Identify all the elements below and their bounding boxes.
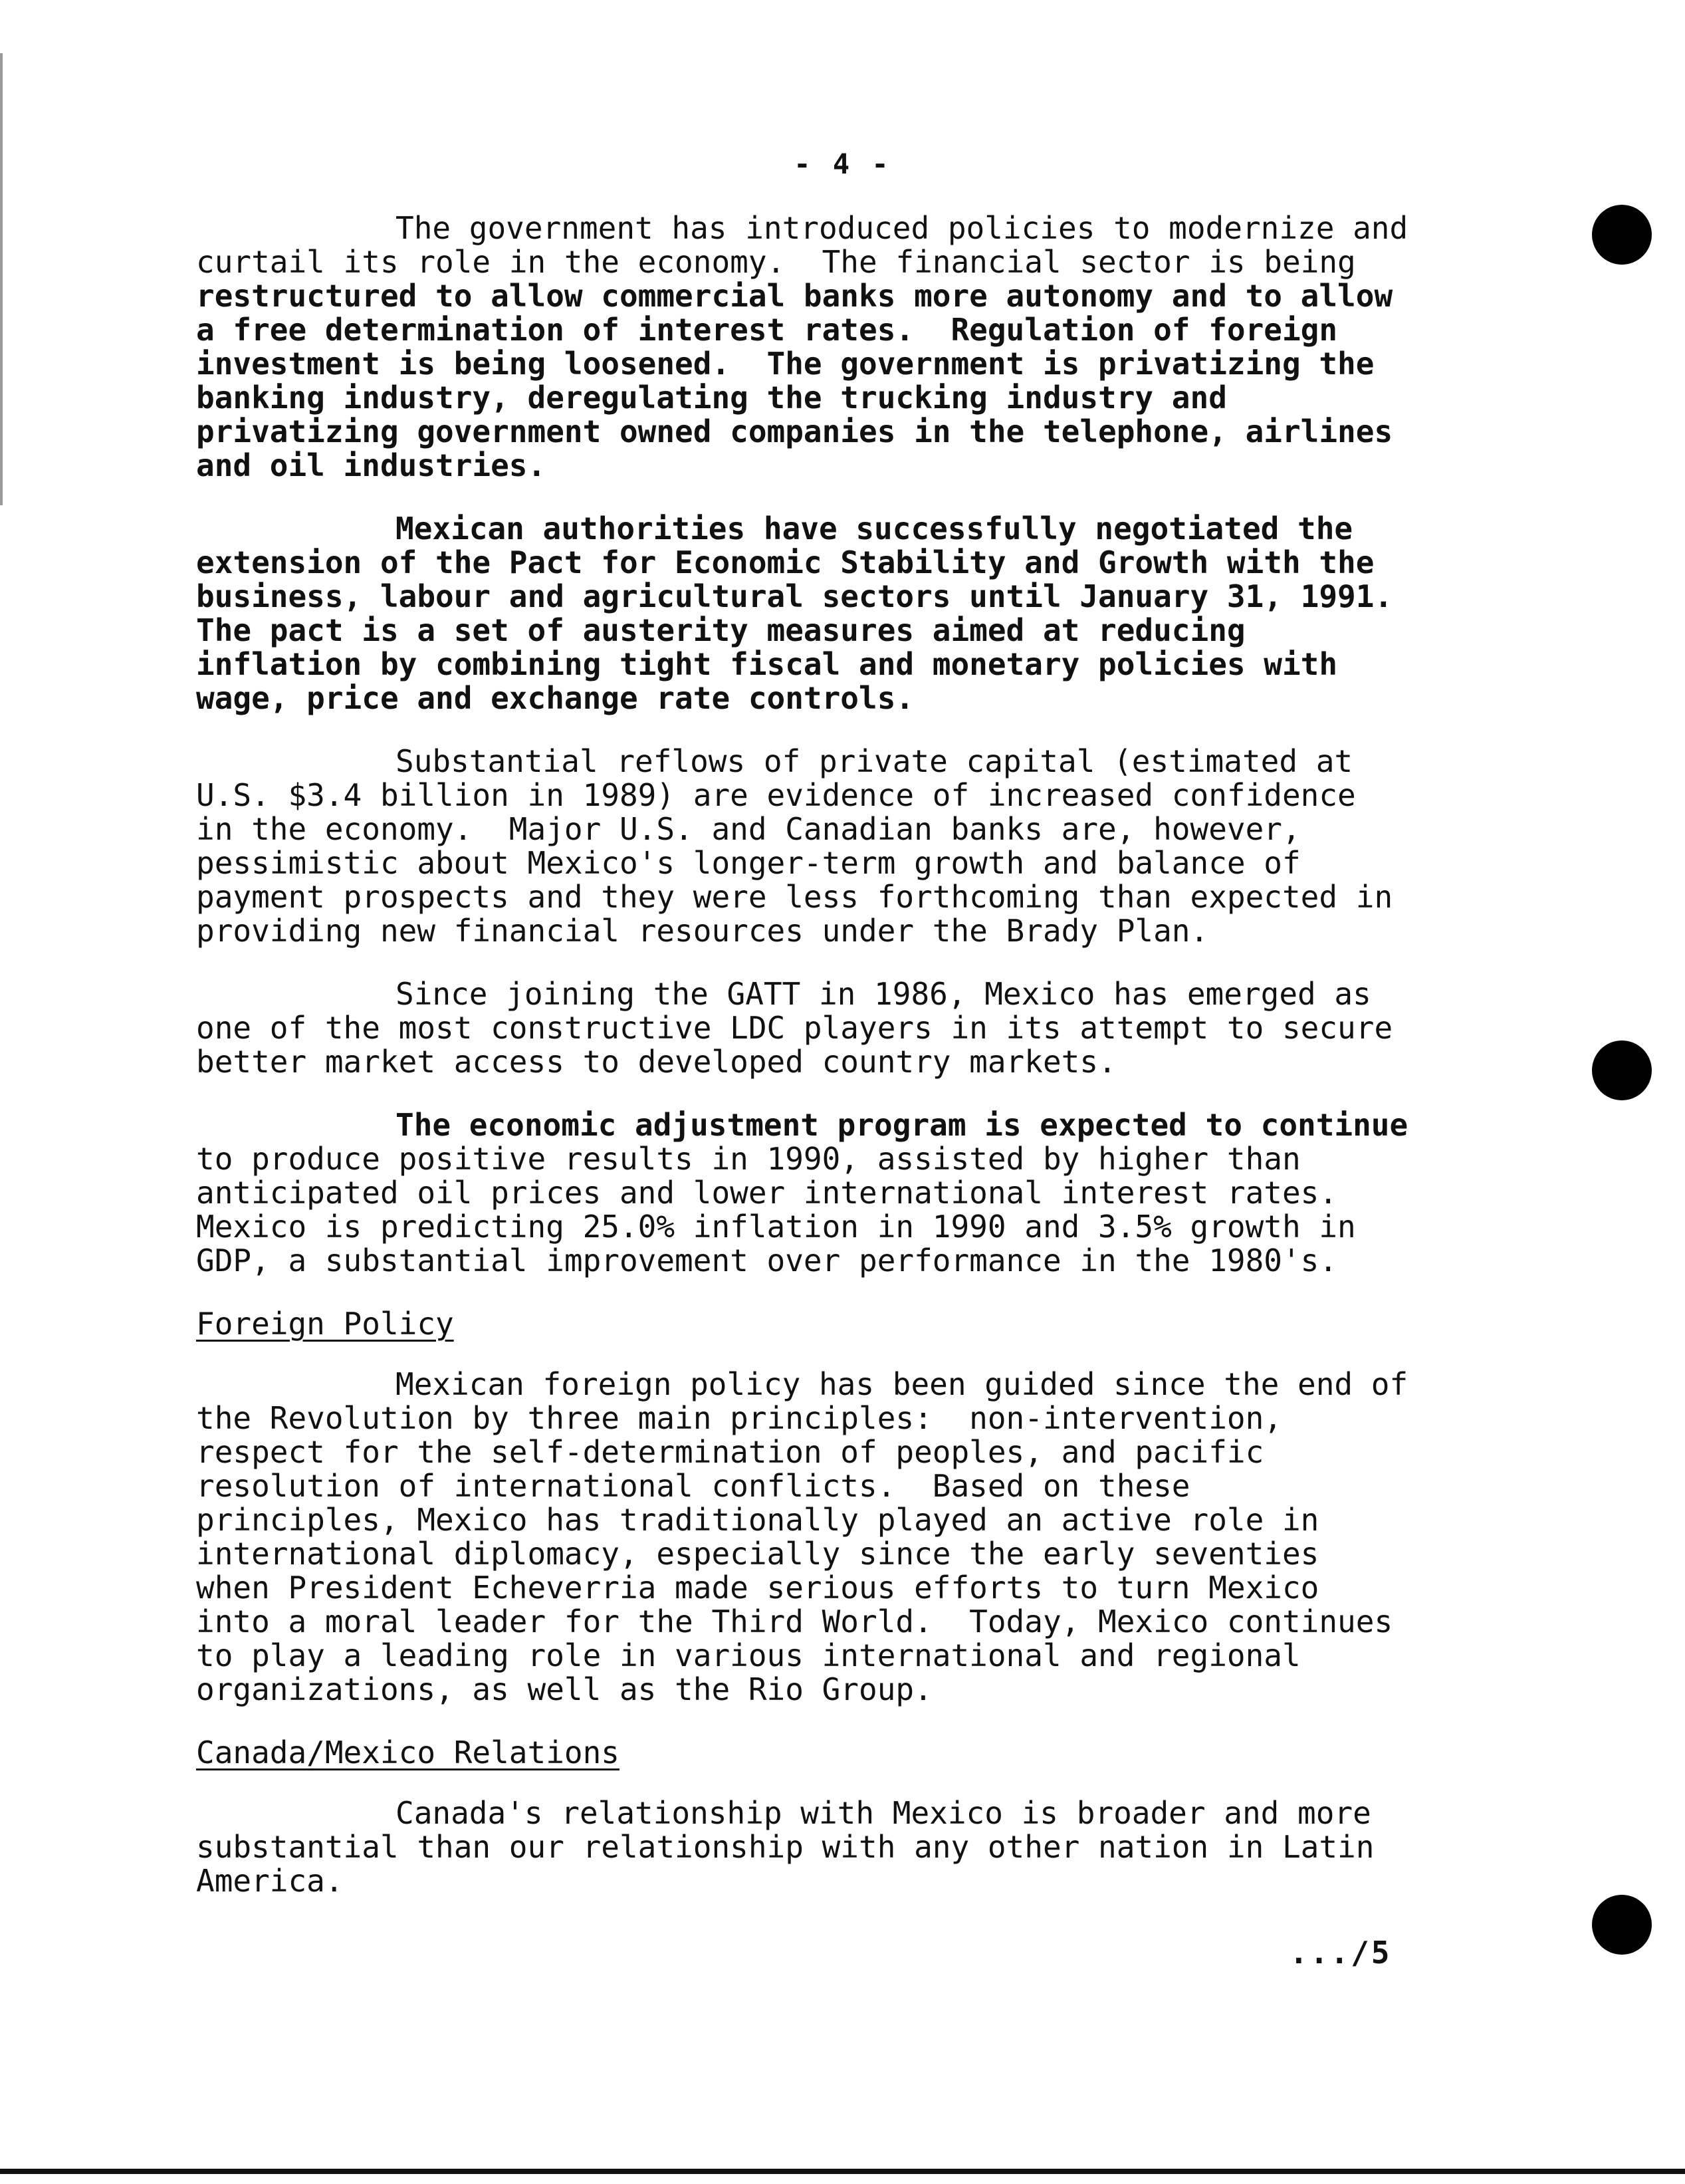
continuation-marker: .../5 [1290, 1935, 1392, 1971]
paragraph-government-policies [196, 211, 1545, 483]
text-line: into a moral leader for the Third World. Today, Mexico continues [196, 1604, 1393, 1639]
text-line: business, labour and agricultural sectors until January 31, 1991. [196, 578, 1393, 614]
paragraph-canada-mexico [196, 1796, 1545, 1898]
text-line: wage, price and exchange rate controls. [196, 680, 915, 716]
text-line: inflation by combining tight fiscal and monetary policies with [196, 646, 1338, 682]
text-line: Substantial reflows of private capital (estimated at [395, 743, 1353, 779]
text-line: banking industry, deregulating the trucking industry and [196, 380, 1227, 416]
document-body [196, 211, 1545, 1927]
text-line: pessimistic about Mexico's longer-term growth and balance of [196, 845, 1301, 881]
text-line: extension of the Pact for Economic Stability and Growth with the [196, 545, 1375, 580]
text-line: when President Echeverria made serious efforts to turn Mexico [196, 1570, 1319, 1606]
punch-hole-bottom [1592, 1895, 1652, 1955]
text-line: in the economy. Major U.S. and Canadian banks are, however, [196, 811, 1301, 847]
scan-bottom-edge [0, 2169, 1685, 2174]
text-line: U.S. $3.4 billion in 1989) are evidence of increased confidence [196, 777, 1356, 813]
text-line: payment prospects and they were less forthcoming than expected in [196, 879, 1393, 915]
text-line: a free determination of interest rates. Regulation of foreign [196, 312, 1338, 348]
text-line: providing new financial resources under the Brady Plan. [196, 913, 1209, 949]
scan-left-edge [0, 53, 3, 505]
text-line: substantial than our relationship with any other nation in Latin [196, 1829, 1375, 1865]
text-line: respect for the self-determination of peoples, and pacific [196, 1434, 1264, 1470]
text-line: and oil industries. [196, 447, 546, 483]
punch-hole-top [1592, 205, 1652, 265]
text-line: restructured to allow commercial banks more autonomy and to allow [196, 278, 1393, 314]
text-line: to play a leading role in various international and regional [196, 1638, 1301, 1673]
text-line: Canada's relationship with Mexico is broader and more [395, 1795, 1371, 1831]
heading-foreign-policy: Foreign Policy [196, 1306, 454, 1342]
text-line: to produce positive results in 1990, assisted by higher than [196, 1141, 1301, 1177]
text-line: organizations, as well as the Rio Group. [196, 1671, 933, 1707]
text-line: privatizing government owned companies in the telephone, airlines [196, 414, 1393, 449]
text-line: GDP, a substantial improvement over performance in the 1980's. [196, 1243, 1338, 1278]
text-line: better market access to developed country markets. [196, 1044, 1117, 1080]
text-line: the Revolution by three main principles: non-intervention, [196, 1400, 1282, 1436]
paragraph-economic-adjustment [196, 1108, 1545, 1278]
page-number: - 4 - [794, 148, 891, 180]
text-line: The economic adjustment program is expected to continue [395, 1107, 1408, 1143]
text-line: Mexican authorities have successfully negotiated the [395, 511, 1353, 546]
text-line: anticipated oil prices and lower international interest rates. [196, 1175, 1338, 1211]
text-line: The pact is a set of austerity measures aimed at reducing [196, 612, 1246, 648]
paragraph-pact [196, 512, 1545, 715]
punch-hole-middle [1592, 1040, 1652, 1100]
text-line: The government has introduced policies to modernize and [395, 210, 1408, 246]
text-line: Since joining the GATT in 1986, Mexico has emerged as [395, 976, 1371, 1012]
paragraph-foreign-policy [196, 1368, 1545, 1707]
text-line: resolution of international conflicts. Based on these [196, 1468, 1190, 1504]
text-line: curtail its role in the economy. The financial sector is being [196, 244, 1356, 280]
text-line: investment is being loosened. The government is privatizing the [196, 346, 1375, 382]
text-line: Mexico is predicting 25.0% inflation in 1990 and 3.5% growth in [196, 1209, 1356, 1245]
paragraph-gatt [196, 977, 1545, 1079]
text-line: Mexican foreign policy has been guided since the end of [395, 1366, 1408, 1402]
text-line: one of the most constructive LDC players in its attempt to secure [196, 1010, 1393, 1046]
heading-canada-mexico-relations: Canada/Mexico Relations [196, 1735, 619, 1770]
text-line: America. [196, 1863, 344, 1899]
text-line: international diplomacy, especially since the early seventies [196, 1536, 1319, 1572]
paragraph-private-capital [196, 745, 1545, 948]
text-line: principles, Mexico has traditionally played an active role in [196, 1502, 1319, 1538]
